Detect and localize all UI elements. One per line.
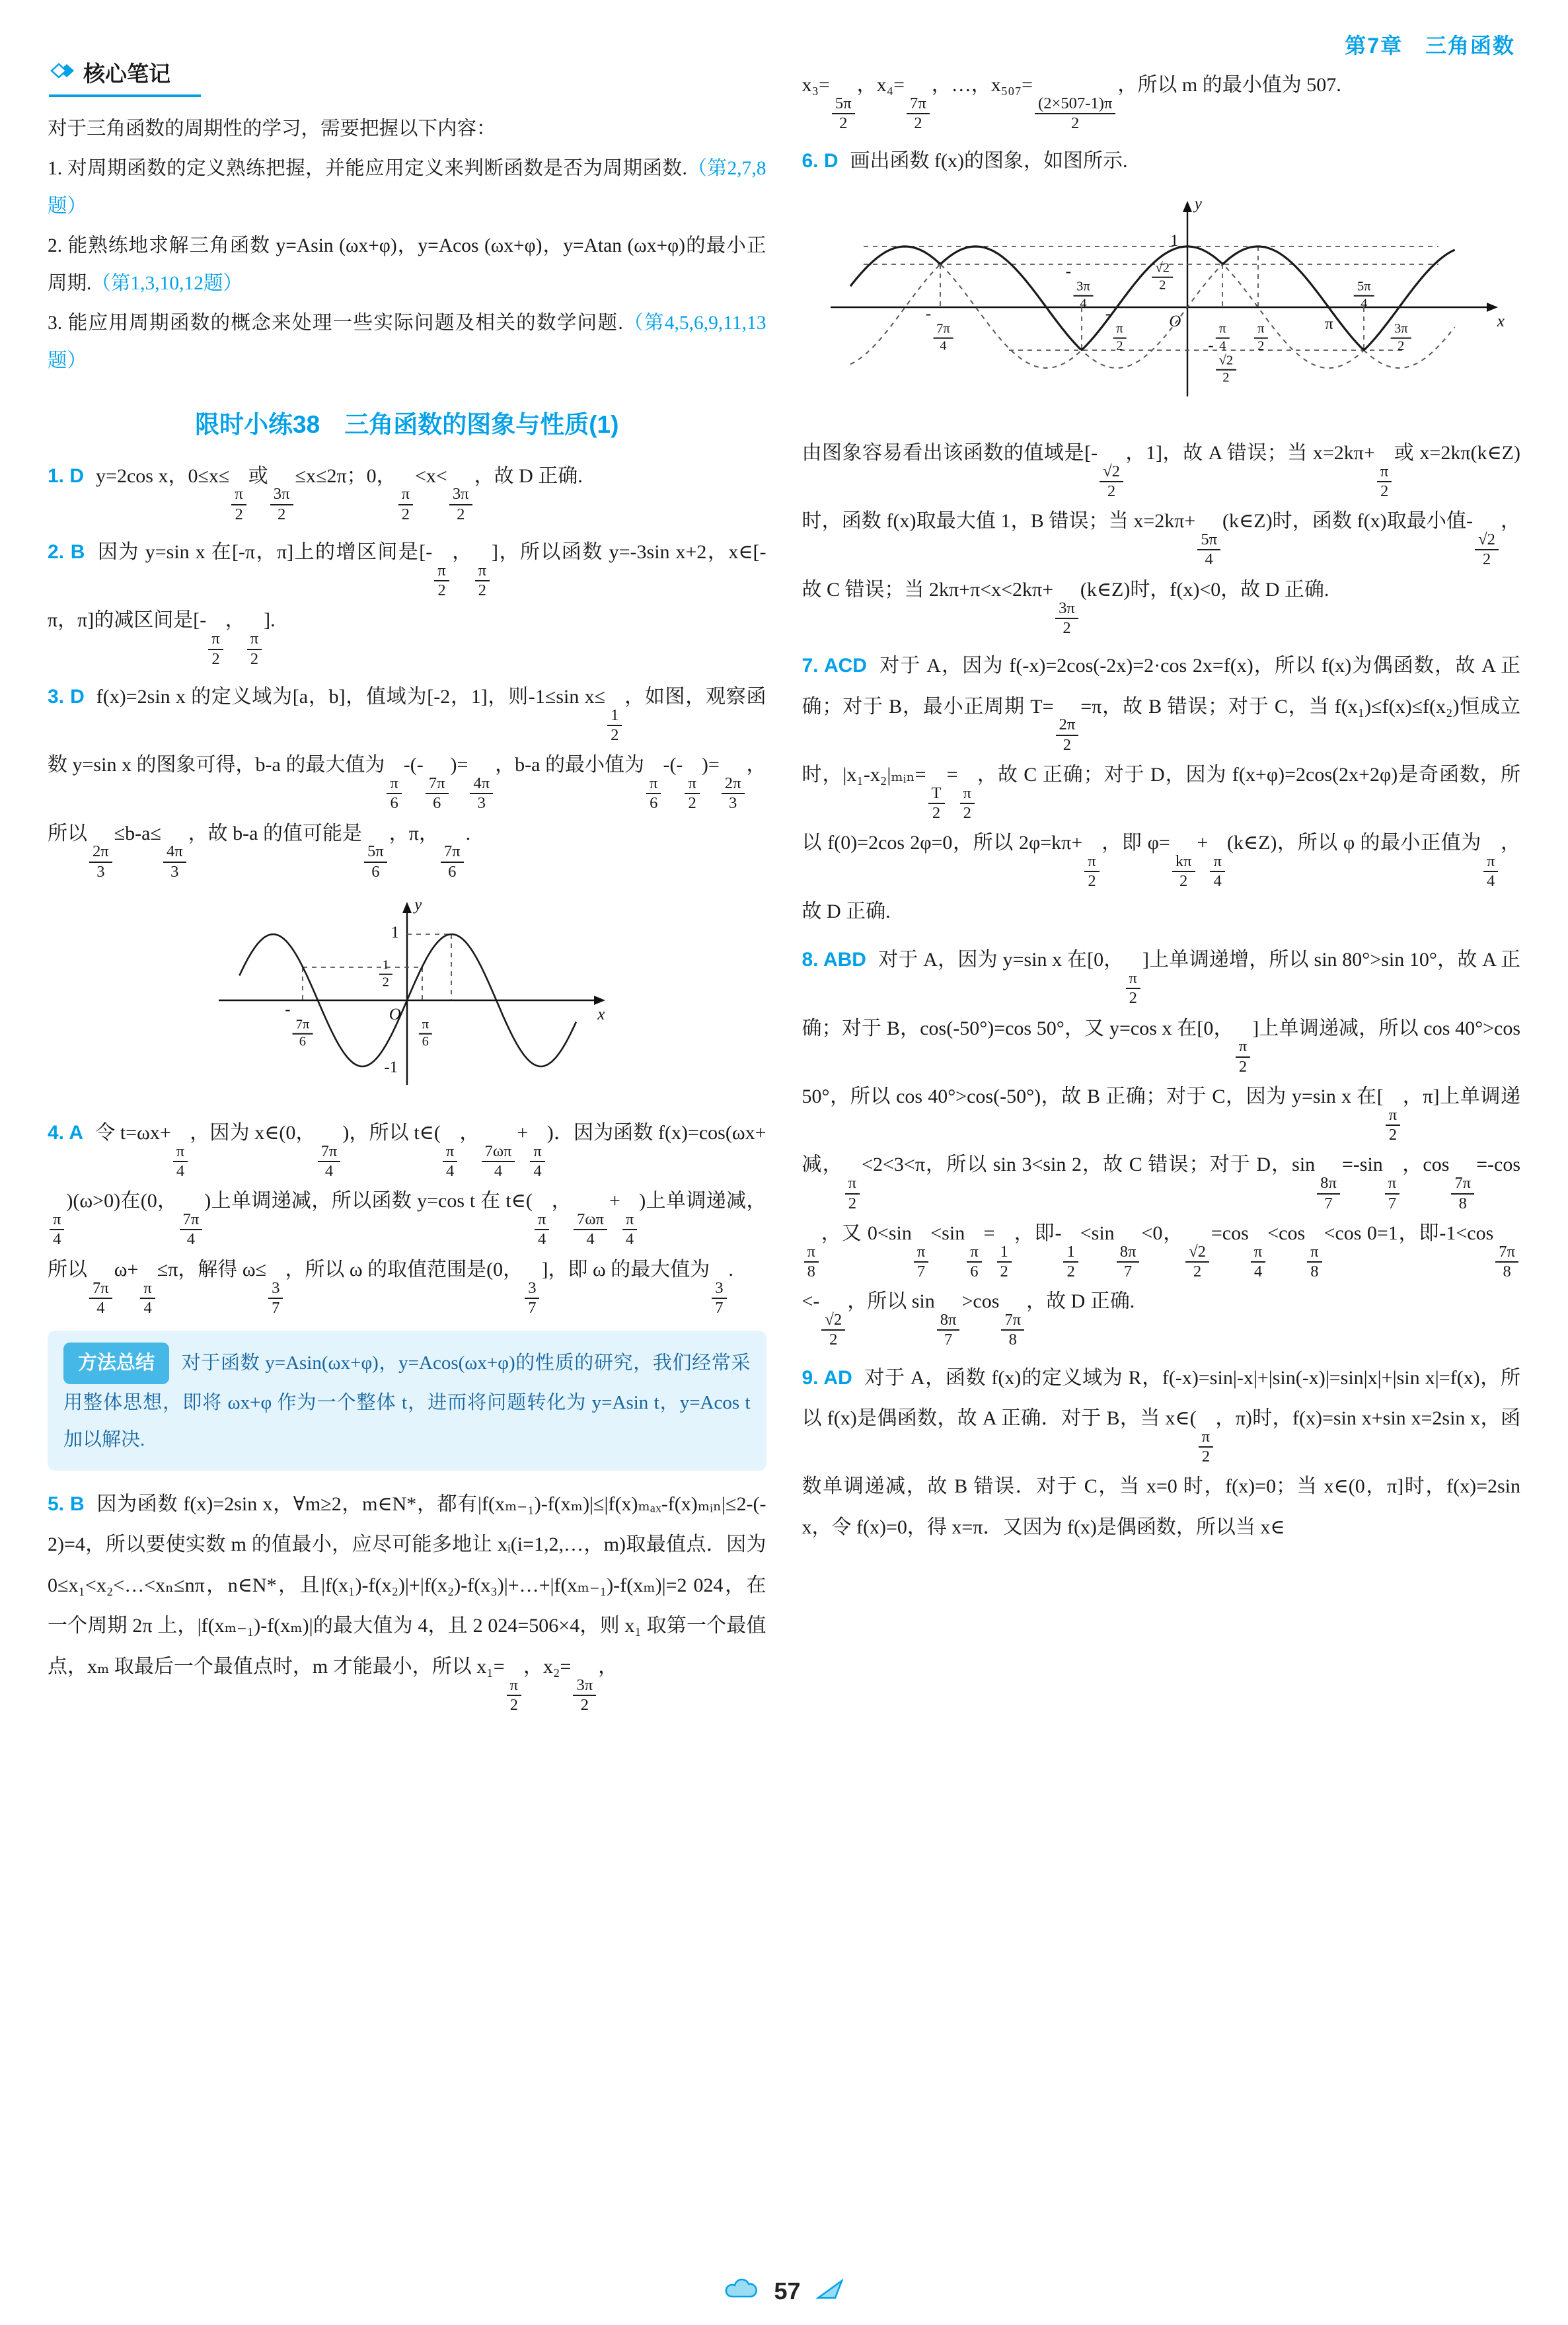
- note-ref: （第4,5,6,9,11,13题）: [48, 312, 766, 372]
- answer-label: 8. ABD: [802, 949, 866, 971]
- problem-4: [48, 1113, 766, 1317]
- problem-3: [48, 677, 766, 881]
- origin-label: O: [389, 1005, 401, 1023]
- problem-1: [48, 456, 766, 524]
- tick-neg-1: -1: [384, 1058, 398, 1076]
- answer-label: 6. D: [802, 150, 839, 172]
- cloud-icon: [722, 2277, 761, 2305]
- tick-sqrt2-2: $\frac{√2}{2}$: [1150, 244, 1175, 294]
- figure-fx-graph: [802, 195, 1521, 420]
- tick-pi-4: $\frac{\pi}{4}$: [1214, 305, 1231, 355]
- problem-5-continuation: [802, 65, 1521, 133]
- core-notes-title: 核心笔记: [83, 61, 170, 86]
- solution-text: 由图象容易看出该函数的值域是[- $\frac{√2}{2}$ ，1]，故 A 错误；当 x=2kπ+ $\frac{\pi}{2}$ 或 x=2kπ(k∈Z)时，函数 f(x)取最大值 1，B 错误；当 x=2kπ+ $\frac{5\pi}{4}$ (k∈Z)时，函数 f(x)取最小值- $\frac{√2}{2}$ ，故 C 错误；当 2kπ+π<x<2kπ+ $\frac{3\pi}{2}$ (k∈Z)时，f(x)<0，故 D 正确.: [802, 441, 1520, 637]
- left-column: [48, 57, 766, 2239]
- solution-text: 令 t=ωx+ $\frac{\pi}{4}$ ，因为 x∈(0， $\frac{7\pi}{4}$ )，所以 t∈( $\frac{\pi}{4}$ ， $\frac{7\omega\pi}{4}$ + $\frac{\pi}{4}$ )．因为函数 f(x)=cos(ωx+ $\frac{\pi}{4}$ )(ω>0)在(0， $\frac{7\pi}{4}$ )上单调递减，所以函数 y=cos t 在 t∈( $\frac{\pi}{4}$ ， $\frac{7\omega\pi}{4}$ + $\frac{\pi}{4}$ )上单调递减，所以 $\frac{7\pi}{4}$ ω+ $\frac{\pi}{4}$ ≤π，解得 ω≤ $\frac{3}{7}$ ，所以 ω 的取值范围是(0， $\frac{3}{7}$ ]，即 ω 的最大值为 $\frac{3}{7}$ .: [48, 1121, 766, 1317]
- answer-label: 4. A: [48, 1121, 84, 1144]
- solution-text: 因为 y=sin x 在[-π，π]上的增区间是[- $\frac{\pi}{2}$ ， $\frac{\pi}{2}$ ]，所以函数 y=-3sin x+2，x∈[-π，π]的减区间是[- $\frac{\pi}{2}$ ， $\frac{\pi}{2}$ ].: [48, 541, 766, 668]
- tick-half: $\frac{1}{2}$: [377, 941, 394, 991]
- solution-text: x₃= $\frac{5\pi}{2}$ ，x₄= $\frac{7\pi}{2}$ ，…，x₅₀₇= $\frac{(2\times 507-1)\pi}{2}$ ，所以 m 的最小值为 507.: [802, 74, 1341, 133]
- tick-neg-pi-2: - $\frac{\pi}{2}$: [1105, 305, 1129, 355]
- problem-5: [48, 1484, 766, 1715]
- tick-1: 1: [1170, 231, 1179, 250]
- tick-neg-3pi-4: - $\frac{3\pi}{4}$: [1066, 263, 1096, 313]
- solution-text: y=2cos x，0≤x≤ $\frac{\pi}{2}$ 或 $\frac{3\pi}{2}$ ≤x≤2π；0， $\frac{\pi}{2}$ <x< $\frac{3\pi}{2}$ ，故 D 正确.: [96, 464, 583, 523]
- solution-text: 对于 A，函数 f(x)的定义域为 R，f(-x)=sin|-x|+|sin(-x)|=sin|x|+|sin x|=f(x)，所以 f(x)是偶函数，故 A 正确．对于 B，当 x∈( $\frac{\pi}{2}$ ，π)时，f(x)=sin x+sin x=2sin x，函数单调递减，故 B 错误．对于 C，当 x=0 时，f(x)=0；当 x∈(0，π]时，f(x)=2sin x，令 f(x)=0，得 x=π．又因为 f(x)是偶函数，所以当 x∈: [802, 1366, 1520, 1538]
- chapter-header: 第7章 三角函数: [1345, 34, 1515, 57]
- tick-3pi-2: $\frac{3\pi}{2}$: [1389, 305, 1413, 355]
- note-text: 3. 能应用周期函数的概念来处理一些实际问题及相关的数学问题.: [48, 312, 623, 334]
- note-text: 2. 能熟练地求解三角函数 y=Asin (ωx+φ)，y=Acos (ωx+φ)，y=Atan (ωx+φ)的最小正周期.: [48, 235, 766, 295]
- diamond-icon: [49, 60, 77, 85]
- answer-label: 5. B: [48, 1493, 85, 1515]
- section-title: 限时小练38 三角函数的图象与性质(1): [195, 410, 619, 438]
- note-text: 1. 对周期函数的定义熟练把握，并能应用定义来判断函数是否为周期函数.: [48, 157, 687, 179]
- method-summary-label: 方法总结: [63, 1343, 169, 1384]
- method-summary-text: 对于函数 y=Asin(ωx+φ)，y=Acos(ωx+φ)的性质的研究，我们经常采用整体思想，即将 ωx+φ 作为一个整体 t，进而将问题转化为 y=Asin t，y=Acos t 加以解决.: [63, 1352, 751, 1451]
- right-column: [802, 57, 1521, 2239]
- tick-1: 1: [391, 923, 399, 941]
- page-number: 57: [774, 2277, 801, 2305]
- page-body: [48, 57, 1520, 2239]
- problem-9: [802, 1358, 1521, 1548]
- axis-label-x: x: [1497, 312, 1505, 330]
- answer-label: 3. D: [48, 685, 85, 708]
- core-notes-intro: 对于三角函数的周期性的学习，需要把握以下内容：: [48, 118, 496, 139]
- tick-5pi-4: $\frac{5\pi}{4}$: [1352, 263, 1376, 313]
- page-footer: [0, 2277, 1568, 2305]
- problem-2: [48, 532, 766, 669]
- answer-label: 1. D: [48, 464, 85, 487]
- axis-label-y: y: [414, 895, 422, 914]
- tick-pi-2: $\frac{\pi}{2}$: [1252, 305, 1269, 355]
- answer-label: 7. ACD: [802, 655, 867, 677]
- answer-label: 9. AD: [802, 1366, 852, 1389]
- method-summary-box: [48, 1331, 766, 1471]
- solution-text: 因为函数 f(x)=2sin x，∀m≥2，m∈N*，都有|f(xₘ₋₁)-f(xₘ)|≤|f(x)ₘₐₓ-f(x)ₘᵢₙ|≤2-(-2)=4，所以要使实数 m 的值最小，应尽可能多地让 xᵢ(i=1,2,…，m)取最值点．因为 0≤x₁<x₂<…<xₙ≤nπ，n∈N*，且|f(x₁)-f(x₂)|+|f(x₂)-f(x₃)|+…+|f(xₘ₋₁)-f(xₘ)|=2 024，在一个周期 2π 上，|f(xₘ₋₁)-f(xₘ)|的最大值为 4，且 2 024=506×4，则 x₁ 取第一个最值点，xₘ 取最后一个最值点时，m 才能最小，所以 x₁= $\frac{\pi}{2}$ ，x₂= $\frac{3\pi}{2}$ ，: [48, 1493, 766, 1714]
- tick-neg-sqrt2-2: - $\frac{√2}{2}$: [1208, 337, 1238, 387]
- sine-graph: [202, 895, 612, 1099]
- problem-8: [802, 940, 1521, 1349]
- tick-neg-7pi-4: - $\frac{7\pi}{4}$: [926, 305, 955, 355]
- solution-text: 画出函数 f(x)的图象，如图所示.: [850, 150, 1128, 172]
- note-ref: （第1,3,10,12题）: [91, 273, 243, 295]
- problem-6-analysis: [802, 433, 1521, 638]
- tick-pi-6: $\frac{\pi}{6}$: [417, 1001, 434, 1051]
- core-notes-header: [49, 57, 201, 97]
- note-ref: （第2,7,8题）: [48, 157, 766, 217]
- sail-icon: [814, 2277, 846, 2305]
- axis-label-x: x: [597, 1005, 605, 1023]
- tick-neg-7pi-6: - $\frac{7\pi}{6}$: [285, 1001, 315, 1051]
- problem-6: [802, 141, 1521, 182]
- problem-7: [802, 646, 1521, 932]
- core-notes-item-1: [48, 150, 766, 226]
- core-notes-item-2: [48, 227, 766, 303]
- solution-text: 对于 A，因为 f(-x)=2cos(-2x)=2·cos 2x=f(x)，所以 f(x)为偶函数，故 A 正确；对于 B，最小正周期 T= $\frac{2\pi}{2}$ =π，故 B 错误；对于 C，当 f(x₁)≤f(x)≤f(x₂)恒成立时，|x₁-x₂|ₘᵢₙ= $\frac{T}{2}$ = $\frac{\pi}{2}$ ，故 C 正确；对于 D，因为 f(x+φ)=2cos(2x+2φ)是奇函数，所以 f(0)=2cos 2φ=0，所以 2φ=kπ+ $\frac{\pi}{2}$ ，即 φ= $\frac{k\pi}{2}$ + $\frac{\pi}{4}$ (k∈Z)，所以 φ 的最小正值为 $\frac{\pi}{4}$ ，故 D 正确.: [802, 655, 1520, 922]
- origin-label: O: [1169, 312, 1181, 330]
- axis-label-y: y: [1194, 194, 1202, 213]
- solution-text: 对于 A，因为 y=sin x 在[0， $\frac{\pi}{2}$ ]上单调递增，所以 sin 80°>sin 10°，故 A 正确；对于 B，cos(-50°)=cos 50°，又 y=cos x 在[0， $\frac{\pi}{2}$ ]上单调递减，所以 cos 40°>cos 50°，所以 cos 40°>cos(-50°)，故 B 正确；对于 C，因为 y=sin x 在[ $\frac{\pi}{2}$ ，π]上单调递减， $\frac{\pi}{2}$ <2<3<π，所以 sin 3<sin 2，故 C 错误；对于 D，sin $\frac{8\pi}{7}$ =-sin $\frac{\pi}{7}$ ，cos $\frac{7\pi}{8}$ =-cos $\frac{\pi}{8}$ ，又 0<sin $\frac{\pi}{7}$ <sin $\frac{\pi}{6}$ = $\frac{1}{2}$ ，即- $\frac{1}{2}$ <sin $\frac{8\pi}{7}$ <0， $\frac{√2}{2}$ =cos $\frac{\pi}{4}$ <cos $\frac{\pi}{8}$ <cos 0=1，即-1<cos $\frac{7\pi}{8}$ <- $\frac{√2}{2}$ ，所以 sin $\frac{8\pi}{7}$ >cos $\frac{7\pi}{8}$ ，故 D 正确.: [802, 949, 1520, 1349]
- figure-sine-graph: [48, 895, 766, 1099]
- solution-text: f(x)=2sin x 的定义域为[a，b]，值域为[-2，1]，则-1≤sin x≤ $\frac{1}{2}$ ，如图，观察函数 y=sin x 的图象可得，b-a 的最大值为 $\frac{\pi}{6}$ -(- $\frac{7\pi}{6}$ )= $\frac{4\pi}{3}$ ，b-a 的最小值为 $\frac{\pi}{6}$ -(- $\frac{\pi}{2}$ )= $\frac{2\pi}{3}$ ，所以 $\frac{2\pi}{3}$ ≤b-a≤ $\frac{4\pi}{3}$ ，故 b-a 的值可能是 $\frac{5\pi}{6}$ ，π， $\frac{7\pi}{6}$ .: [48, 685, 766, 881]
- answer-label: 2. B: [48, 541, 85, 563]
- tick-pi: π: [1324, 314, 1333, 333]
- core-notes-item-3: [48, 305, 766, 381]
- fx-graph: [811, 195, 1511, 420]
